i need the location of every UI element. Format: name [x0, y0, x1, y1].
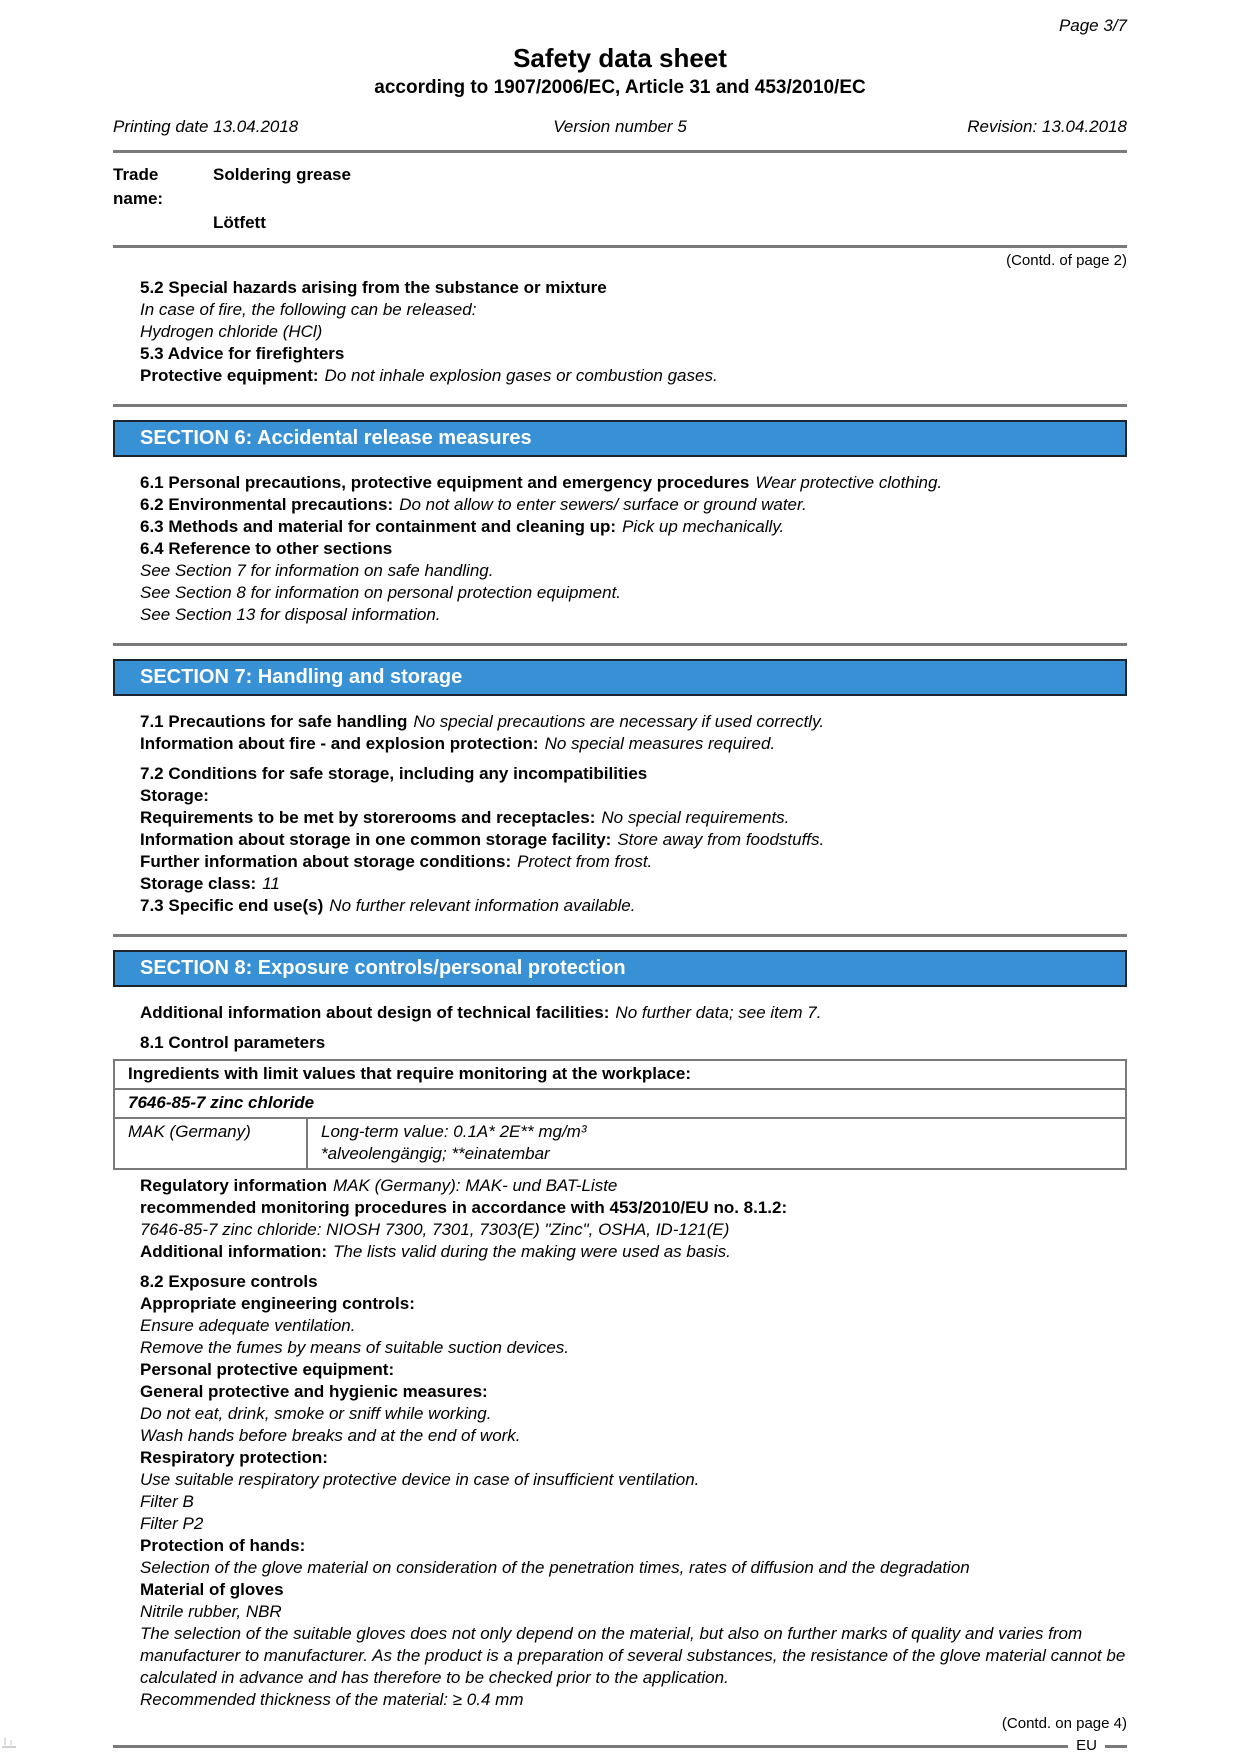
- section-8-body: [140, 1002, 1127, 1054]
- section-6-header: SECTION 6: Accidental release measures: [113, 420, 1127, 457]
- heading-8-1: 8.1 Control parameters: [140, 1033, 326, 1052]
- regulatory-value: MAK (Germany): MAK- und BAT-Liste: [333, 1176, 618, 1195]
- trade-name-value: Soldering grease: [213, 165, 351, 184]
- print-artifact-mark: [2, 1736, 18, 1748]
- footer-rule-end: [1105, 1745, 1127, 1748]
- see-section-8: See Section 8 for information on personal protection equipment.: [140, 583, 622, 602]
- table-limit-cell: [307, 1118, 1126, 1169]
- item-6-3-label: 6.3 Methods and material for containment and cleaning up:: [140, 517, 617, 536]
- respiratory-protection-label: Respiratory protection:: [140, 1448, 328, 1467]
- item-6-4: 6.4 Reference to other sections: [140, 539, 393, 558]
- protective-equipment-line: [140, 365, 1127, 387]
- section-8-regulatory: [140, 1175, 1127, 1711]
- footer-rule: [113, 1737, 1127, 1754]
- item-6-2: [140, 494, 1127, 516]
- table-row: [114, 1060, 1126, 1089]
- hygienic-measures-label: General protective and hygienic measures:: [140, 1382, 488, 1401]
- item-7-2: 7.2 Conditions for safe storage, including any incompatibilities: [140, 764, 648, 783]
- section-7-header: SECTION 7: Handling and storage: [113, 659, 1127, 696]
- table-substance: 7646-85-7 zinc chloride: [114, 1089, 1126, 1118]
- protective-equipment-value: Do not inhale explosion gases or combustion gases.: [324, 366, 718, 385]
- heading-5-2: 5.2 Special hazards arising from the substance or mixture: [140, 278, 607, 297]
- storage-conditions-line: [140, 851, 1127, 873]
- trade-name-block: [113, 163, 1127, 235]
- storage-conditions-value: Protect from frost.: [517, 852, 653, 871]
- wash-hands-line: Wash hands before breaks and at the end of work.: [140, 1426, 521, 1445]
- monitoring-detail-line: 7646-85-7 zinc chloride: NIOSH 7300, 7301, 7303(E) "Zinc", OSHA, ID-121(E): [140, 1220, 730, 1239]
- item-7-3-value: No further relevant information available.: [329, 896, 636, 915]
- item-7-1-value: No special precautions are necessary if used correctly.: [413, 712, 825, 731]
- technical-facilities-line: [140, 1002, 1127, 1024]
- item-7-1: [140, 711, 1127, 733]
- storerooms-value: No special requirements.: [601, 808, 790, 827]
- section-6-body: [140, 472, 1127, 626]
- thickness-line: Recommended thickness of the material: ≥ 0.4 mm: [140, 1690, 524, 1709]
- storage-label: Storage:: [140, 786, 209, 805]
- fire-release-substance: Hydrogen chloride (HCl): [140, 322, 323, 341]
- additional-info-value: The lists valid during the making were used as basis.: [332, 1242, 731, 1261]
- item-6-3: [140, 516, 1127, 538]
- item-7-3-label: 7.3 Specific end use(s): [140, 896, 324, 915]
- ppe-label: Personal protective equipment:: [140, 1360, 395, 1379]
- doc-subtitle: according to 1907/2006/EC, Article 31 and 453/2010/EC: [374, 77, 866, 98]
- divider-rule: [113, 150, 1127, 153]
- storage-class-value: 11: [262, 874, 280, 893]
- see-section-7: See Section 7 for information on safe handling.: [140, 561, 494, 580]
- additional-info-line: [140, 1241, 1127, 1263]
- trade-name-alt: Lötfett: [213, 213, 266, 232]
- limit-values-table: [113, 1059, 1127, 1170]
- glove-material-line: Nitrile rubber, NBR: [140, 1602, 282, 1621]
- technical-facilities-label: Additional information about design of technical facilities:: [140, 1003, 610, 1022]
- glove-paragraph: The selection of the suitable gloves does not only depend on the material, but also on further marks of quality and varies from manufacturer to manufacturer. As the product is a preparation of several substances, the resistance of the glove material cannot be calculated in advance and has therefore to be checked prior to the application.: [140, 1624, 1126, 1687]
- page-number: Page 3/7: [1058, 16, 1127, 35]
- section-7-body: [140, 711, 1127, 917]
- common-storage-value: Store away from foodstuffs.: [617, 830, 825, 849]
- storage-class-label: Storage class:: [140, 874, 257, 893]
- technical-facilities-value: No further data; see item 7.: [615, 1003, 822, 1022]
- meta-row: [113, 116, 1127, 138]
- common-storage-line: [140, 829, 1127, 851]
- fire-protection-line: [140, 733, 1127, 755]
- contd-on-page-note: (Contd. on page 4): [1001, 1715, 1127, 1732]
- see-section-13: See Section 13 for disposal information.: [140, 605, 441, 624]
- limit-footnote-line: *alveolengängig; **einatembar: [321, 1144, 550, 1163]
- fire-release-intro: In case of fire, the following can be released:: [140, 300, 477, 319]
- storerooms-label: Requirements to be met by storerooms and receptacles:: [140, 808, 596, 827]
- section-8-header: SECTION 8: Exposure controls/personal protection: [113, 950, 1127, 987]
- regulatory-label: Regulatory information: [140, 1176, 328, 1195]
- table-row: [114, 1089, 1126, 1118]
- divider-rule: [113, 245, 1127, 248]
- trade-name-label: Trade name:: [113, 165, 164, 208]
- limit-value-line: Long-term value: 0.1A* 2E** mg/m³: [321, 1122, 587, 1141]
- table-agency: MAK (Germany): [114, 1118, 307, 1169]
- hand-protection-label: Protection of hands:: [140, 1536, 306, 1555]
- footer-region-label: EU: [1076, 1737, 1097, 1754]
- filter-b-line: Filter B: [140, 1492, 194, 1511]
- printing-date: Printing date 13.04.2018: [113, 117, 299, 136]
- heading-8-2: 8.2 Exposure controls: [140, 1272, 318, 1291]
- respiratory-device-line: Use suitable respiratory protective device in case of insufficient ventilation.: [140, 1470, 700, 1489]
- table-row: [114, 1118, 1126, 1169]
- fire-protection-label: Information about fire - and explosion protection:: [140, 734, 539, 753]
- storage-conditions-label: Further information about storage conditions:: [140, 852, 512, 871]
- filter-p2-line: Filter P2: [140, 1514, 204, 1533]
- no-eating-line: Do not eat, drink, smoke or sniff while working.: [140, 1404, 492, 1423]
- ventilation-line: Ensure adequate ventilation.: [140, 1316, 356, 1335]
- suction-devices-line: Remove the fumes by means of suitable suction devices.: [140, 1338, 569, 1357]
- item-7-1-label: 7.1 Precautions for safe handling: [140, 712, 408, 731]
- engineering-controls-label: Appropriate engineering controls:: [140, 1294, 415, 1313]
- divider-rule: [113, 934, 1127, 937]
- version-number: Version number 5: [553, 117, 687, 136]
- item-6-3-value: Pick up mechanically.: [622, 517, 785, 536]
- item-6-2-value: Do not allow to enter sewers/ surface or ground water.: [399, 495, 807, 514]
- protective-equipment-label: Protective equipment:: [140, 366, 319, 385]
- contd-of-page-note: (Contd. of page 2): [1006, 252, 1127, 269]
- table-caption: Ingredients with limit values that require monitoring at the workplace:: [114, 1060, 1126, 1089]
- regulatory-line: [140, 1175, 1127, 1197]
- storerooms-line: [140, 807, 1127, 829]
- storage-class-line: [140, 873, 1127, 895]
- footer-rule-line: [113, 1745, 1068, 1748]
- glove-material-label: Material of gloves: [140, 1580, 284, 1599]
- additional-info-label: Additional information:: [140, 1242, 327, 1261]
- doc-title: Safety data sheet: [513, 43, 727, 73]
- item-6-1-label: 6.1 Personal precautions, protective equipment and emergency procedures: [140, 473, 750, 492]
- fire-protection-value: No special measures required.: [544, 734, 776, 753]
- monitoring-procedures-line: recommended monitoring procedures in accordance with 453/2010/EU no. 8.1.2:: [140, 1198, 788, 1217]
- item-6-2-label: 6.2 Environmental precautions:: [140, 495, 394, 514]
- divider-rule: [113, 643, 1127, 646]
- revision-date: Revision: 13.04.2018: [967, 117, 1127, 136]
- item-6-1-value: Wear protective clothing.: [755, 473, 943, 492]
- common-storage-label: Information about storage in one common storage facility:: [140, 830, 612, 849]
- item-7-3: [140, 895, 1127, 917]
- section-5-remainder: [140, 277, 1127, 387]
- item-6-1: [140, 472, 1127, 494]
- heading-5-3: 5.3 Advice for firefighters: [140, 344, 345, 363]
- divider-rule: [113, 404, 1127, 407]
- glove-selection-line: Selection of the glove material on consideration of the penetration times, rates of diffusion and the degradation: [140, 1558, 970, 1577]
